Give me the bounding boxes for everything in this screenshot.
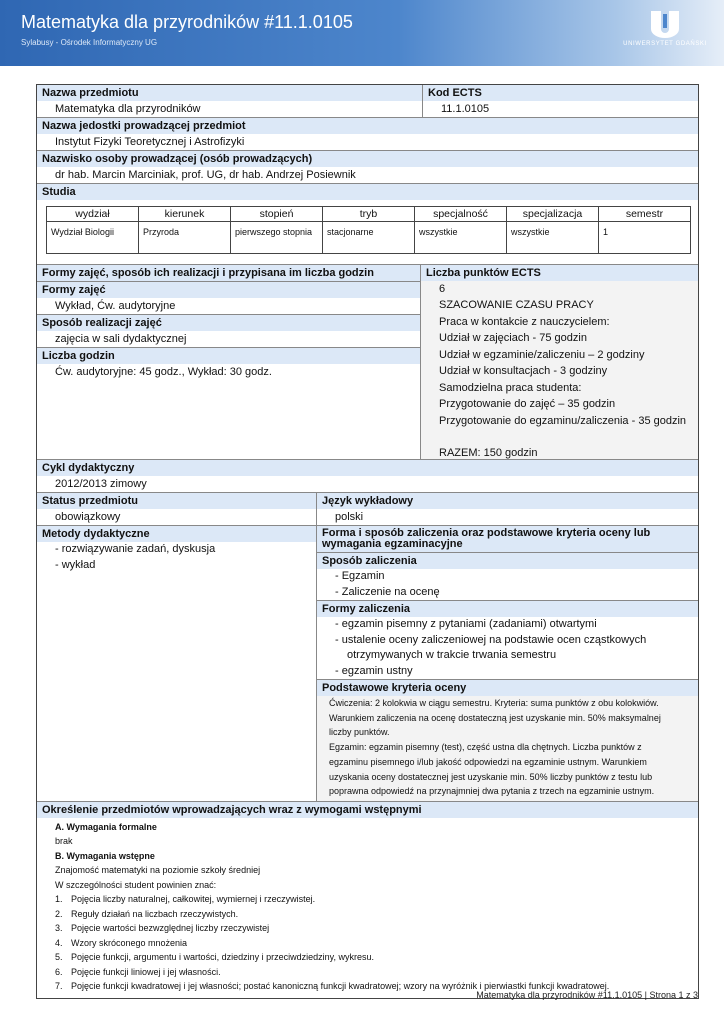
ects-line: Udział w konsultacjach - 3 godziny	[439, 365, 608, 377]
methods-item: - rozwiązywanie zadań, dyskusja	[55, 543, 216, 555]
prereq-b-intro: W szczególności student powinien znać:	[55, 879, 217, 890]
unit-label: Nazwa jedostki prowadzącej przedmiot	[37, 117, 698, 134]
status-value: obowiązkowy	[55, 511, 121, 523]
language-value: polski	[335, 511, 364, 523]
cycle-value: 2012/2013 zimowy	[55, 478, 147, 490]
list-item: 2. Reguły działań na liczbach rzeczywistych.	[55, 908, 239, 919]
assessment-mode-item: - Zaliczenie na ocenę	[335, 585, 440, 598]
page-subtitle: Sylabusy - Ośrodek Informatyczny UG	[21, 38, 158, 47]
ects-line: Samodzielna praca studenta:	[439, 381, 582, 394]
forms-section-label: Formy zajęć, sposób ich realizacji i przypisana im liczba godzin	[37, 265, 420, 281]
studia-header: stopień	[231, 207, 323, 222]
list-item: 1. Pojęcia liczby naturalnej, całkowitej, wymiernej i rzeczywistej.	[55, 894, 316, 905]
assessment-forms-item: - ustalenie oceny zaliczeniowej na podstawie ocen cząstkowych	[335, 633, 647, 646]
studia-cell: wszystkie	[415, 222, 507, 254]
ects-line: Przygotowanie do zajęć – 35 godzin	[439, 398, 616, 410]
studia-cell: Wydział Biologii	[47, 222, 139, 254]
ects-line: SZACOWANIE CZASU PRACY	[439, 299, 594, 311]
method-value: zajęcia w sali dydaktycznej	[55, 333, 187, 345]
method-label: Sposób realizacji zajęć	[37, 314, 420, 331]
assessment-forms-label: Formy zaliczenia	[317, 600, 698, 617]
criteria-line: poprawna odpowiedź na przynajmniej dwa pytania z trzech na egzaminie ustnym.	[329, 786, 655, 797]
studia-header: specjalizacja	[507, 207, 599, 222]
page-footer: Matematyka dla przyrodników #11.1.0105 | Strona 1 z 3	[476, 990, 698, 1000]
studia-header: specjalność	[415, 207, 507, 222]
studia-cell: stacjonarne	[323, 222, 415, 254]
teachers-value: dr hab. Marcin Marciniak, prof. UG, dr hab. Andrzej Posiewnik	[55, 169, 356, 181]
studia-header: kierunek	[139, 207, 231, 222]
course-name-label: Nazwa przedmiotu	[37, 85, 422, 101]
list-item: 5. Pojęcie funkcji, argumentu i wartości, dziedziny i przeciwdziedziny, wykresu.	[55, 952, 374, 963]
page-title: Matematyka dla przyrodników #11.1.0105	[21, 12, 353, 32]
studia-cell: pierwszego stopnia	[231, 222, 323, 254]
criteria-line: Egzamin: egzamin pisemny (test), część ustna dla chętnych. Liczba punktów z	[329, 742, 642, 753]
criteria-line: Warunkiem zaliczenia na ocenę dostateczną jest uzyskanie min. 50% maksymalnej	[329, 712, 661, 723]
assessment-forms-item: otrzymywanych w trakcie trwania semestru	[347, 649, 557, 661]
forms-label: Formy zajęć	[37, 281, 420, 298]
studia-table	[46, 206, 691, 254]
criteria-line: Ćwiczenia: 2 kolokwia w ciągu semestru. Kryteria: suma punktów z obu kolokwiów.	[329, 698, 659, 708]
assessment-forms-item: - egzamin ustny	[335, 664, 413, 677]
assessment-mode-label: Sposób zaliczenia	[317, 552, 698, 569]
status-label: Status przedmiotu	[37, 493, 316, 509]
list-item: 3. Pojęcie wartości bezwzględnej liczby rzeczywistej	[55, 923, 270, 934]
studia-header: semestr	[599, 207, 691, 222]
studia-label: Studia	[37, 183, 698, 200]
university-logo	[620, 8, 710, 47]
list-item: 6. Pojęcie funkcji liniowej i jej własności.	[55, 966, 221, 977]
syllabus-document	[36, 84, 699, 999]
ects-line: Udział w egzaminie/zaliczeniu – 2 godziny	[439, 348, 645, 361]
ects-total: RAZEM: 150 godzin	[439, 447, 538, 459]
studia-header: tryb	[323, 207, 415, 222]
studia-header: wydział	[47, 207, 139, 222]
criteria-line: uzyskania oceny dostatecznej jest uzyskanie min. 50% liczby punktów z testu lub	[329, 771, 653, 782]
language-label: Język wykładowy	[317, 493, 698, 509]
prereq-b-label: B. Wymagania wstępne	[55, 850, 155, 861]
prereq-label: Określenie przedmiotów wprowadzających wraz z wymogami wstępnymi	[37, 801, 698, 818]
teachers-label: Nazwisko osoby prowadzącej (osób prowadzących)	[37, 150, 698, 167]
ects-code: 11.1.0105	[441, 103, 490, 115]
ects-line: Praca w kontakcie z nauczycielem:	[439, 315, 610, 328]
assessment-forms-item: - egzamin pisemny z pytaniami (zadaniami) otwartymi	[335, 618, 597, 630]
unit-value: Instytut Fizyki Teoretycznej i Astrofizyki	[55, 136, 245, 148]
ects-line: Udział w zajęciach - 75 godzin	[439, 332, 587, 344]
course-name: Matematyka dla przyrodników	[55, 103, 201, 115]
prereq-a-value: brak	[55, 836, 73, 847]
ects-points-value: 6	[439, 283, 446, 295]
assessment-mode-item: - Egzamin	[335, 570, 385, 582]
studia-cell: Przyroda	[139, 222, 231, 254]
ects-code-label: Kod ECTS	[423, 85, 698, 101]
studia-cell: wszystkie	[507, 222, 599, 254]
university-name: UNIWERSYTET GDAŃSKI	[623, 41, 707, 47]
ects-points-label: Liczba punktów ECTS	[421, 265, 698, 281]
list-item: 7. Pojęcie funkcji kwadratowej i jej własności; postać kanoniczną funkcji kwadratowej; wzory na wyróżnik i pierwiastki funkcji kwadratowej.	[55, 981, 610, 992]
methods-item: - wykład	[55, 558, 96, 571]
cycle-label: Cykl dydaktyczny	[37, 459, 698, 476]
criteria-line: egzaminu pisemnego i/lub jakość odpowiedzi na egzaminie ustnym. Warunkiem	[329, 756, 647, 767]
hours-value: Ćw. audytoryjne: 45 godz., Wykład: 30 godz.	[55, 366, 272, 378]
studia-cell: 1	[599, 222, 691, 254]
criteria-line: liczby punktów.	[329, 727, 390, 738]
forms-value: Wykład, Ćw. audytoryjne	[55, 300, 176, 312]
methods-label: Metody dydaktyczne	[37, 526, 316, 542]
ects-line: Przygotowanie do egzaminu/zaliczenia - 35 godzin	[439, 414, 687, 427]
university-emblem-icon	[648, 8, 682, 38]
hours-label: Liczba godzin	[37, 347, 420, 364]
header-banner	[0, 0, 724, 66]
prereq-b-intro: Znajomość matematyki na poziomie szkoły średniej	[55, 865, 261, 876]
assessment-label: Forma i sposób zaliczenia oraz podstawowe kryteria oceny lub wymagania egzaminacyjne	[317, 526, 698, 552]
list-item: 4. Wzory skróconego mnożenia	[55, 937, 188, 948]
prereq-a-label: A. Wymagania formalne	[55, 821, 157, 832]
criteria-label: Podstawowe kryteria oceny	[317, 679, 698, 696]
